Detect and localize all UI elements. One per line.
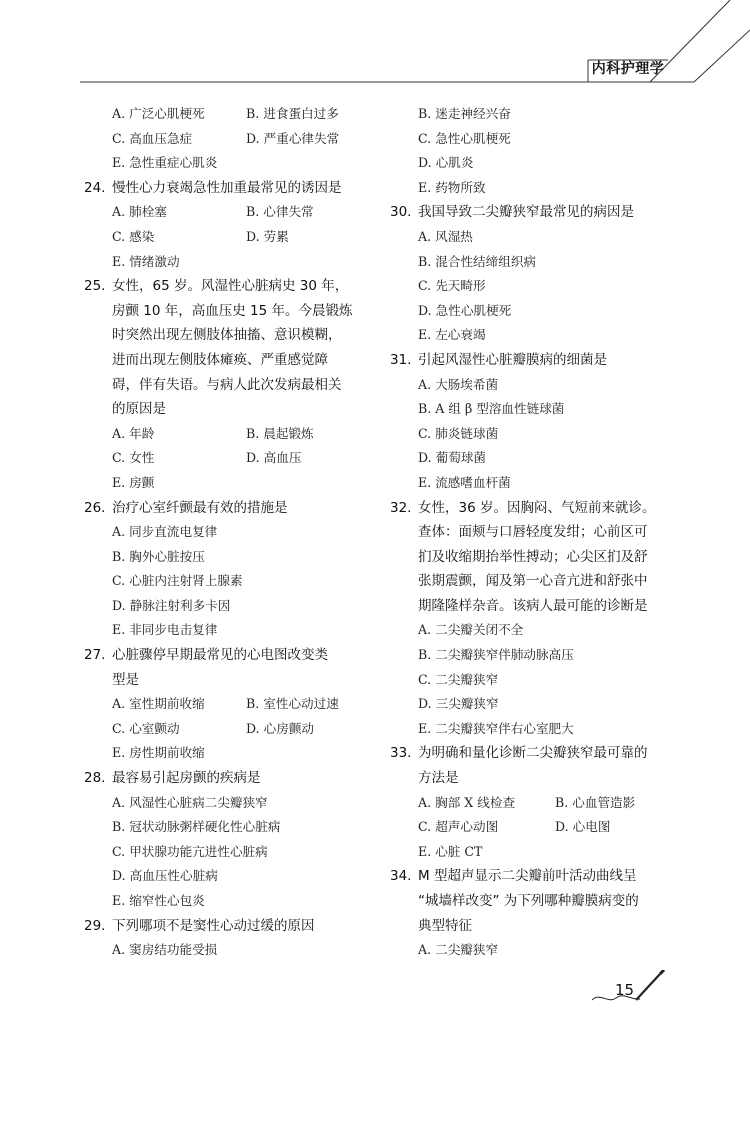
option-e: E. 房性期前收缩 bbox=[112, 745, 205, 761]
question-text: M 型超声显示二尖瓣前叶活动曲线呈 bbox=[418, 868, 637, 885]
question-text-line: 时突然出现左侧肢体抽搐、意识模糊， bbox=[112, 327, 342, 344]
question-number: 27. bbox=[84, 647, 106, 664]
option-b: B. 胸外心脏按压 bbox=[112, 548, 205, 564]
option-b: B. 二尖瓣狭窄伴肺动脉高压 bbox=[418, 647, 574, 663]
question-text: 最容易引起房颤的疾病是 bbox=[112, 770, 261, 787]
option-c: C. 女性 bbox=[112, 450, 155, 466]
option-d: D. 急性心肌梗死 bbox=[418, 302, 512, 318]
question-32-stem bbox=[390, 496, 680, 521]
option-c: C. 肺炎链球菌 bbox=[418, 425, 499, 441]
question-number: 25. bbox=[84, 278, 106, 295]
question-26-stem bbox=[84, 496, 374, 521]
question-number: 31. bbox=[390, 351, 412, 368]
question-number: 32. bbox=[390, 499, 412, 516]
option-e: E. 房颤 bbox=[112, 474, 155, 490]
question-text-line: 的原因是 bbox=[112, 401, 166, 418]
question-number: 26. bbox=[84, 499, 106, 516]
question-30-stem bbox=[390, 200, 680, 225]
option-row bbox=[84, 225, 374, 250]
option-b: B. 心律失常 bbox=[246, 204, 314, 220]
option-d: D. 三尖瓣狭窄 bbox=[418, 696, 499, 712]
question-text-line: 期隆隆样杂音。该病人最可能的诊断是 bbox=[418, 597, 648, 614]
option-e: E. 急性重症心肌炎 bbox=[112, 155, 218, 171]
question-number: 24. bbox=[84, 179, 106, 196]
left-column bbox=[84, 102, 374, 963]
option-c: C. 心脏内注射肾上腺素 bbox=[112, 573, 243, 589]
question-text-line: 碍，伴有失语。与病人此次发病最相关 bbox=[112, 376, 342, 393]
option-e: E. 左心衰竭 bbox=[418, 327, 486, 343]
option-a: A. 胸部 X 线检查 bbox=[418, 794, 516, 810]
option-d: D. 心肌炎 bbox=[418, 155, 474, 171]
option-e: E. 心脏 CT bbox=[418, 843, 483, 859]
question-text-line: 进而出现左侧肢体瘫痪、严重感觉障 bbox=[112, 351, 328, 368]
option-c: C. 急性心肌梗死 bbox=[418, 130, 511, 146]
option-d: D. 心房颤动 bbox=[246, 720, 315, 736]
option-d: D. 严重心律失常 bbox=[246, 130, 340, 146]
question-text-line: 典型特征 bbox=[418, 917, 472, 934]
question-text-line: 查体：面颊与口唇轻度发绀；心前区可 bbox=[418, 524, 648, 541]
option-a: A. 风湿热 bbox=[418, 228, 473, 244]
option-e: E. 流感嗜血杆菌 bbox=[418, 474, 511, 490]
option-b: B. A 组 β 型溶血性链球菌 bbox=[418, 401, 565, 417]
option-a: A. 二尖瓣狭窄 bbox=[418, 942, 499, 958]
header-decoration bbox=[0, 0, 750, 100]
option-a: A. 室性期前收缩 bbox=[112, 696, 205, 712]
option-e: E. 非同步电击复律 bbox=[112, 622, 218, 638]
option-a: A. 二尖瓣关闭不全 bbox=[418, 622, 524, 638]
question-31-stem bbox=[390, 348, 680, 373]
option-c: C. 感染 bbox=[112, 228, 155, 244]
running-header-title: 内科护理学 bbox=[591, 61, 665, 77]
question-text: 心脏骤停早期最常见的心电图改变类 bbox=[112, 647, 328, 664]
option-c: C. 心室颤动 bbox=[112, 720, 180, 736]
option-e: E. 情绪激动 bbox=[112, 253, 180, 269]
question-text-line: 方法是 bbox=[418, 770, 459, 787]
question-number: 34. bbox=[390, 868, 412, 885]
question-text: 治疗心室纤颤最有效的措施是 bbox=[112, 499, 288, 516]
option-b: B. 晨起锻炼 bbox=[246, 425, 314, 441]
question-text-line: 房颤 10 年，高血压史 15 年。今晨锻炼 bbox=[112, 302, 353, 319]
question-text: 我国导致二尖瓣狭窄最常见的病因是 bbox=[418, 204, 634, 221]
option-b: B. 心血管造影 bbox=[555, 794, 636, 810]
option-row bbox=[84, 692, 374, 717]
option-row bbox=[84, 200, 374, 225]
option-e: E. 药物所致 bbox=[418, 179, 486, 195]
right-column bbox=[390, 102, 680, 963]
option-a: A. 风湿性心脏病二尖瓣狭窄 bbox=[112, 794, 268, 810]
question-number: 29. bbox=[84, 917, 106, 934]
option-b: B. 冠状动脉粥样硬化性心脏病 bbox=[112, 819, 281, 835]
option-row bbox=[84, 422, 374, 447]
option-a: A. 广泛心肌梗死 bbox=[112, 106, 205, 121]
option-a: A. 窦房结功能受损 bbox=[112, 942, 218, 958]
option-e: E. 二尖瓣狭窄伴右心室肥大 bbox=[418, 720, 574, 736]
option-a: A. 肺栓塞 bbox=[112, 204, 167, 220]
question-text-line: 扪及收缩期抬举性搏动；心尖区扪及舒 bbox=[418, 548, 648, 565]
question-29-stem bbox=[84, 914, 374, 939]
option-c: C. 高血压急症 bbox=[112, 130, 193, 146]
question-text-line: 型是 bbox=[112, 671, 139, 688]
question-28-stem bbox=[84, 766, 374, 791]
question-text: 女性，65 岁。风湿性心脏病史 30 年， bbox=[112, 278, 349, 295]
option-row bbox=[84, 446, 374, 471]
option-c: C. 先天畸形 bbox=[418, 278, 486, 294]
question-number: 28. bbox=[84, 770, 106, 787]
option-d: D. 心电图 bbox=[555, 819, 611, 835]
option-c: C. 二尖瓣狭窄 bbox=[418, 671, 499, 687]
option-row bbox=[390, 815, 680, 840]
option-b: B. 进食蛋白过多 bbox=[246, 106, 339, 121]
question-text: 引起风湿性心脏瓣膜病的细菌是 bbox=[418, 351, 607, 368]
option-d: D. 葡萄球菌 bbox=[418, 450, 487, 466]
question-text: 慢性心力衰竭急性加重最常见的诱因是 bbox=[112, 179, 342, 196]
option-d: D. 劳累 bbox=[246, 228, 289, 244]
option-b: B. 迷走神经兴奋 bbox=[418, 106, 511, 121]
question-text: 女性，36 岁。因胸闷、气短前来就诊。 bbox=[418, 499, 656, 516]
question-33-stem bbox=[390, 741, 680, 766]
option-row bbox=[84, 717, 374, 742]
page-number: 15 bbox=[615, 981, 635, 999]
question-34-stem bbox=[390, 864, 680, 889]
option-d: D. 高血压 bbox=[246, 450, 302, 466]
option-a: A. 大肠埃希菌 bbox=[418, 376, 499, 392]
option-c: C. 甲状腺功能亢进性心脏病 bbox=[112, 843, 268, 859]
option-b: B. 混合性结缔组织病 bbox=[418, 253, 537, 269]
option-d: D. 静脉注射利多卡因 bbox=[112, 597, 231, 613]
option-e: E. 缩窄性心包炎 bbox=[112, 893, 205, 908]
question-text-line: “城墙样改变” 为下列哪种瓣膜病变的 bbox=[418, 893, 639, 909]
question-text: 为明确和量化诊断二尖瓣狭窄最可靠的 bbox=[418, 745, 648, 762]
option-a: A. 同步直流电复律 bbox=[112, 524, 218, 540]
question-number: 33. bbox=[390, 745, 412, 762]
question-text: 下列哪项不是窦性心动过缓的原因 bbox=[112, 917, 315, 934]
question-number: 30. bbox=[390, 204, 412, 221]
question-text-line: 张期震颤，闻及第一心音亢进和舒张中 bbox=[418, 573, 648, 590]
option-row bbox=[390, 791, 680, 816]
option-c: C. 超声心动图 bbox=[418, 819, 499, 835]
header-diagonal-outer bbox=[694, 30, 750, 82]
question-25-stem bbox=[84, 274, 374, 299]
option-b: B. 室性心动过速 bbox=[246, 696, 339, 712]
option-row bbox=[84, 127, 374, 152]
question-27-stem bbox=[84, 643, 374, 668]
question-24-stem bbox=[84, 176, 374, 201]
option-row bbox=[84, 102, 374, 127]
option-d: D. 高血压性心脏病 bbox=[112, 868, 218, 884]
option-a: A. 年龄 bbox=[112, 425, 155, 441]
